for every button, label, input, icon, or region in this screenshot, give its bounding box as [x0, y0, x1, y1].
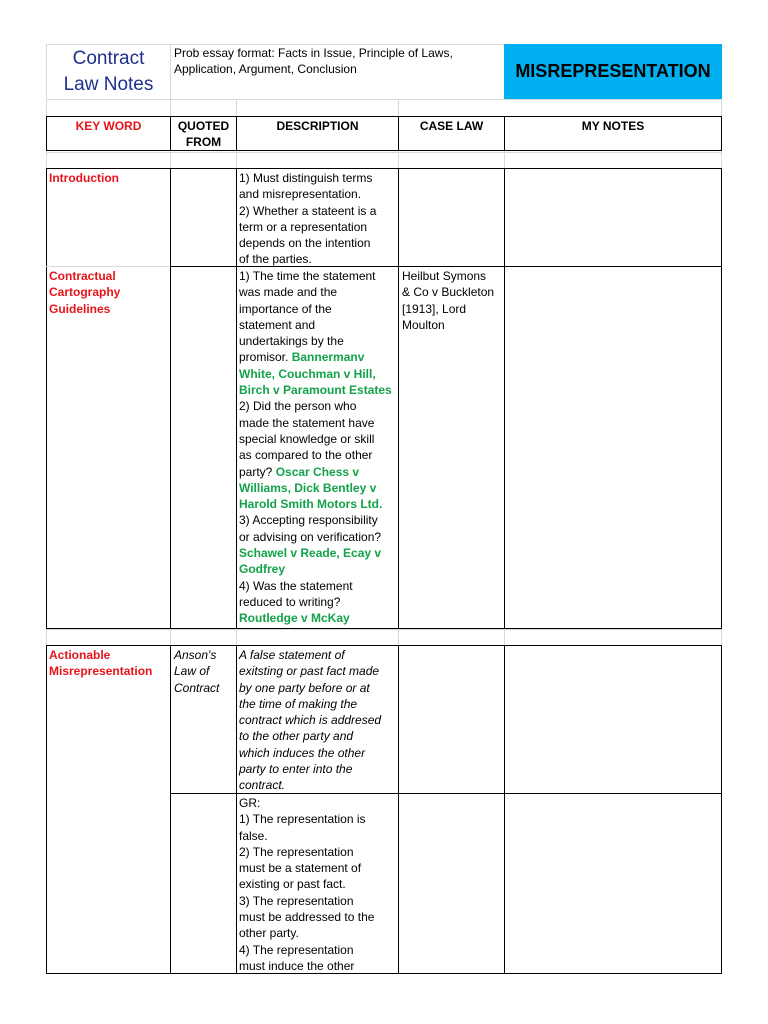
key-word-actionable-misrepresentation: Actionable Misrepresentation [49, 648, 153, 679]
column-header-quoted-from: QUOTED FROM [177, 119, 230, 150]
cases-point-4: Routledge v McKay [239, 611, 350, 626]
description-introduction: 1) Must distinguish terms and misrepresentation. 2) Whether a stateent is a term or a representation depends on the intention of the parties. [239, 171, 377, 267]
essay-format-note: Prob essay format: Facts in Issue, Principle of Laws, Application, Argument, Conclusion [174, 46, 453, 77]
case-law-cartography: Heilbut Symons & Co v Buckleton [1913], Lord Moulton [402, 269, 495, 332]
description-actionable: A false statement of exitsting or past fact made by one party before or at the time of making the contract which is addresed to the other party and which induces the other party to enter into the contract. [239, 648, 382, 793]
column-header-key-word: KEY WORD [75, 119, 142, 133]
key-word-introduction: Introduction [49, 171, 119, 185]
column-header-case-law: CASE LAW [419, 119, 484, 133]
document-title: Contract Law Notes [63, 48, 154, 95]
column-header-description: DESCRIPTION [276, 119, 359, 133]
topic-banner [504, 44, 722, 99]
cases-point-1: Bannermanv White, Couchman v Hill, Birch v Paramount Estates [239, 350, 392, 398]
cartography-point-3: 3) Accepting responsibility or advising on verification? [239, 513, 382, 544]
cases-point-2: Oscar Chess v Williams, Dick Bentley v Harold Smith Motors Ltd. [239, 464, 383, 512]
cartography-point-1: 1) The time the statement was made and the importance of the statement and undertakings by the promisor. [239, 269, 376, 365]
column-header-my-notes: MY NOTES [581, 119, 645, 133]
description-cartography [239, 268, 399, 627]
quoted-from-ansons: Anson's Law of Contract [174, 648, 220, 695]
key-word-contractual-cartography: Contractual Cartography Guidelines [49, 269, 121, 316]
cases-point-3: Schawel v Reade, Ecay v Godfrey [239, 546, 382, 577]
cartography-point-2: 2) Did the person who made the statement have special knowledge or skill as compared to the other party? [239, 399, 375, 479]
cartography-point-4: 4) Was the statement reduced to writing? [239, 578, 353, 609]
topic-title: MISREPRESENTATION [515, 61, 711, 81]
description-general-rule: GR: 1) The representation is false. 2) The representation must be a statement of existing or past fact. 3) The representation must be addressed to the other party. 4) The representation must induce the other [239, 796, 375, 973]
